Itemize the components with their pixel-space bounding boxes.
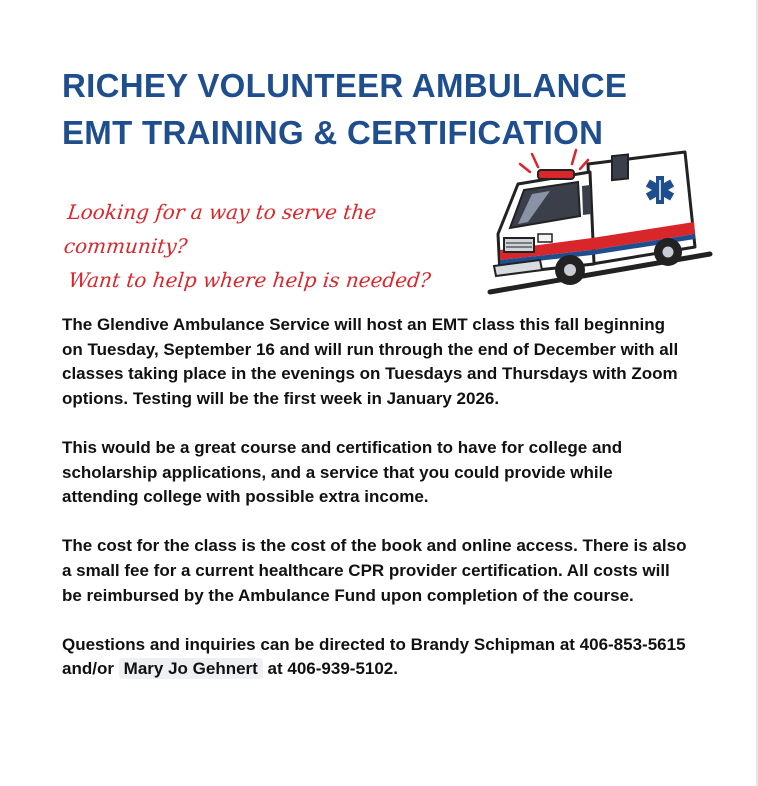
tagline-line-2: Want to help where help is needed? [67,268,433,292]
contact-name-chip[interactable]: Mary Jo Gehnert [119,658,263,679]
paragraph-class-schedule: The Glendive Ambulance Service will host an EMT class this fall beginning on Tuesday, September 16 and will run through the end of December with all classes taking place in the evenings on Tuesdays and Thursdays with Zoom options. Testing will be the first week in January 2026. [62,315,679,408]
contact-text-before: Questions and inquiries can be directed to Brandy Schipman at 406-853-5615 and/or [62,634,686,679]
contact-text-after: at 406-939-5102. [262,659,398,679]
tagline-line-1: Looking for a way to serve the community? [62,200,378,258]
paragraph-cost: The cost for the class is the cost of the book and online access. There is also a small fee for a current healthcare CPR provider certification. All costs will be reimbursed by the Ambulance Fund upon completion of the course. [62,536,687,605]
title-line-1: RICHEY VOLUNTEER AMBULANCE [62,67,628,104]
paragraph-benefits: This would be a great course and certification to have for college and scholarship applications, and a service that you could provide while attending college with possible extra income. [62,437,623,507]
title-line-2: EMT TRAINING & CERTIFICATION [62,114,604,151]
body-text [62,313,687,707]
paragraph-contact [62,633,687,682]
ambulance-icon [480,142,715,307]
tagline [59,195,490,297]
